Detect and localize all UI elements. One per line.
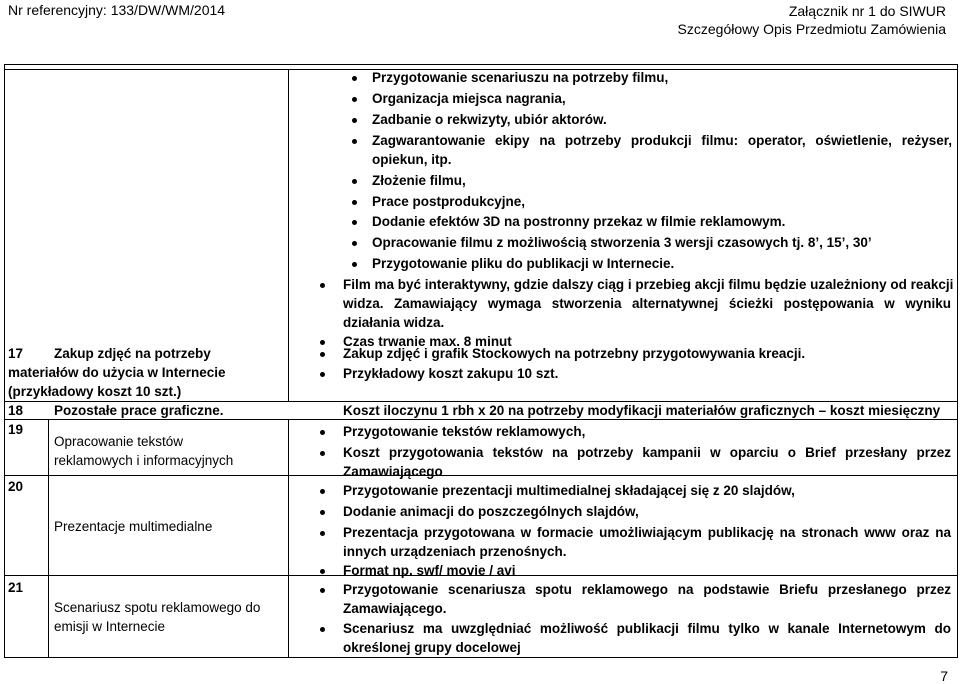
bullet-icon <box>352 262 357 267</box>
list-item: Przykładowy koszt zakupu 10 szt. <box>343 366 559 381</box>
row-name: Scenariusz spotu reklamowego do <box>54 600 261 615</box>
row-name: Zakup zdjęć na potrzeby <box>54 346 211 361</box>
list-item-continuation: innych urządzeniach przenośnych. <box>343 544 567 559</box>
row-name: emisji w Internecie <box>54 619 166 634</box>
list-item: Prace postprodukcyjne, <box>372 194 526 209</box>
row-name: Pozostałe prace graficzne. <box>54 403 224 418</box>
bullet-icon <box>320 451 325 456</box>
page-number: 7 <box>940 668 948 684</box>
column-border <box>957 64 958 658</box>
row-name: Prezentacje multimedialne <box>54 519 213 534</box>
bullet-icon <box>320 510 325 515</box>
attachment-label: Załącznik nr 1 do SIWUR <box>788 3 946 19</box>
row-name: (przykładowy koszt 10 szt.) <box>8 384 182 399</box>
row-border <box>4 657 958 658</box>
bullet-icon <box>320 588 325 593</box>
list-item: Zadbanie o rekwizyty, ubiór aktorów. <box>372 112 607 127</box>
row-description: Koszt iloczynu 1 rbh x 20 na potrzeby modyfikacji materiałów graficznych – koszt miesięczny <box>343 403 941 418</box>
list-item: Czas trwanie max. 8 minut <box>343 334 512 349</box>
list-item: Zagwarantowanie ekipy na potrzeby produkcji filmu: operator, oświetlenie, reżyser, <box>372 133 952 148</box>
list-item-continuation: opiekun, itp. <box>372 152 452 167</box>
bullet-icon <box>320 430 325 435</box>
column-border <box>4 64 5 658</box>
bullet-icon <box>352 220 357 225</box>
list-item: Przygotowanie scenariuszu na potrzeby filmu, <box>372 70 669 85</box>
list-item-continuation: Zamawiającego <box>343 464 443 479</box>
bullet-icon <box>320 283 325 288</box>
list-item: Zakup zdjęć i grafik Stockowych na potrzebny przygotowywania kreacji. <box>343 346 806 361</box>
row-number: 18 <box>8 403 24 418</box>
spec-label: Szczegółowy Opis Przedmiotu Zamówienia <box>677 21 946 37</box>
row-name: Opracowanie tekstów <box>54 434 184 449</box>
list-item: Organizacja miejsca nagrania, <box>372 91 566 106</box>
list-item: Koszt przygotowania tekstów na potrzeby kampanii w oparciu o Brief przesłany przez <box>343 445 951 460</box>
row-number: 17 <box>8 346 24 361</box>
bullet-icon <box>352 139 357 144</box>
list-item-continuation: określonej grupy docelowej <box>343 640 521 655</box>
column-border <box>48 419 49 657</box>
list-item: Dodanie efektów 3D na postronny przekaz w filmie reklamowym. <box>372 214 786 229</box>
column-border <box>288 69 289 401</box>
bullet-icon <box>352 97 357 102</box>
list-item: Przygotowanie pliku do publikacji w Internecie. <box>372 256 675 271</box>
list-item: Opracowanie filmu z możliwością stworzenia 3 wersji czasowych tj. 8’, 15’, 30’ <box>372 235 872 250</box>
bullet-icon <box>352 241 357 246</box>
bullet-icon <box>320 569 325 574</box>
header-right <box>678 2 946 38</box>
bullet-icon <box>320 627 325 632</box>
list-item: Format np. swf/ movie / avi <box>343 563 516 578</box>
list-item-continuation: działania widza. <box>343 315 445 330</box>
row-name: materiałów do użycia w Internecie <box>8 365 226 380</box>
reference-number: Nr referencyjny: 133/DW/WM/2014 <box>8 2 226 18</box>
bullet-icon <box>352 118 357 123</box>
row-border <box>4 475 958 476</box>
row-number: 21 <box>8 580 24 595</box>
bullet-icon <box>352 179 357 184</box>
list-item-continuation: widza. Zamawiający wymaga stworzenia alternatywnej ścieżki postępowania w wyniku <box>343 296 951 311</box>
bullet-icon <box>320 340 325 345</box>
list-item: Przygotowanie scenariusza spotu reklamowego na podstawie Briefu przesłanego przez <box>343 582 951 597</box>
row-name: reklamowych i informacyjnych <box>54 453 234 468</box>
list-item-continuation: Zamawiającego. <box>343 601 447 616</box>
list-item: Złożenie filmu, <box>372 173 466 188</box>
bullet-icon <box>352 200 357 205</box>
bullet-icon <box>352 76 357 81</box>
list-item: Scenariusz ma uwzględniać możliwość publikacji filmu tylko w kanale Internetowym do <box>343 621 951 636</box>
row-border <box>4 64 958 65</box>
bullet-icon <box>320 372 325 377</box>
list-item: Film ma być interaktywny, gdzie dalszy ciąg i przebieg akcji filmu będzie uzależniony od reakcji <box>343 277 954 292</box>
page-header <box>0 0 960 40</box>
bullet-icon <box>320 352 325 357</box>
list-item: Dodanie animacji do poszczególnych slajdów, <box>343 504 639 519</box>
row-number: 19 <box>8 422 24 437</box>
list-item: Prezentacja przygotowana w formacie umożliwiającym publikację na stronach www oraz na <box>343 525 951 540</box>
bullet-icon <box>320 531 325 536</box>
bullet-icon <box>320 489 325 494</box>
list-item: Przygotowanie tekstów reklamowych, <box>343 424 586 439</box>
column-border <box>288 419 289 657</box>
row-number: 20 <box>8 479 24 494</box>
list-item: Przygotowanie prezentacji multimedialnej składającej się z 20 slajdów, <box>343 483 795 498</box>
